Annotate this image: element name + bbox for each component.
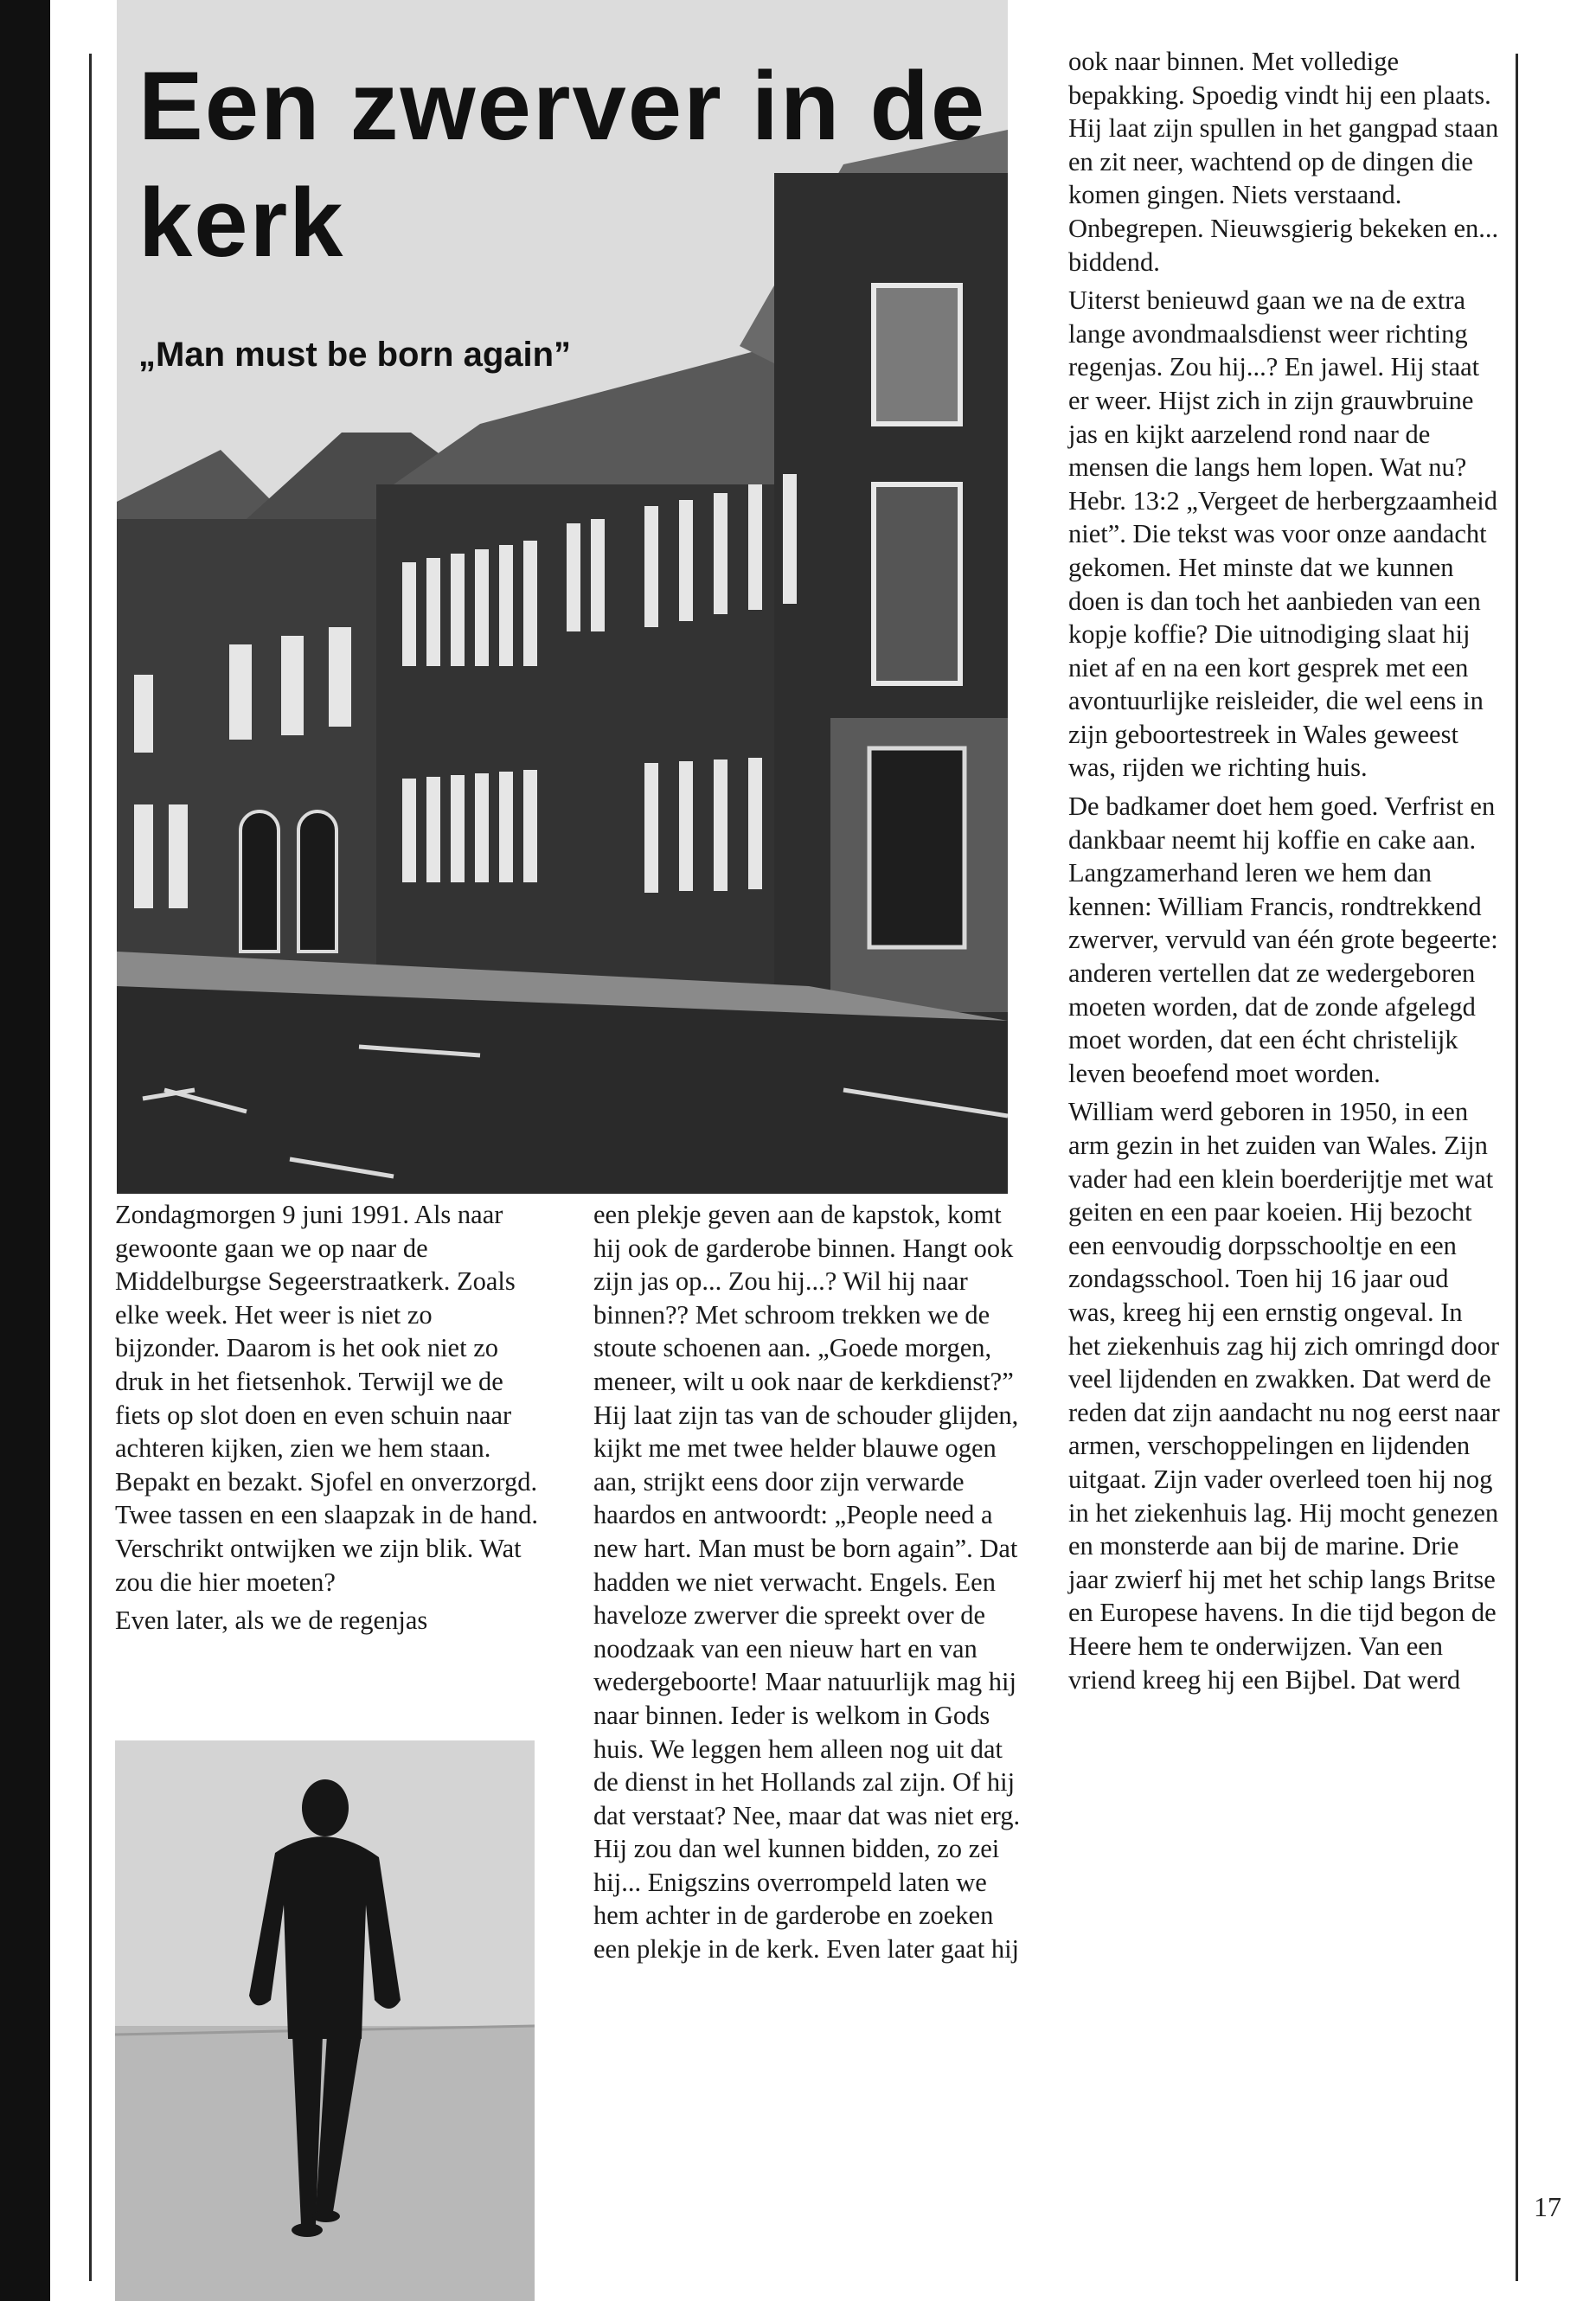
column-3: [1068, 45, 1501, 1696]
paragraph: William werd geboren in 1950, in een arm gezin in het zuiden van Wales. Zijn vader had een klein boerderijtje met wat geiten en een paar koeien. Hij bezocht een eenvoudig dorpsschooltje en een zondagsschool. Toen hij 16 jaar oud was, kreeg hij een ernstig ongeval. In het ziekenhuis zag hij zich omringd door veel lijdenden en zwakken. Dat werd de reden dat zijn aandacht nu nog eerst naar armen, verschoppelingen en lijdenden uitgaat. Zijn vader overleed toen hij nog in het ziekenhuis lag. Hij mocht genezen en monsterde aan bij de marine. Drie jaar zwierf hij met het schip langs Britse en Europese havens. In die tijd begon de Heere hem te onderwijzen. Van een vriend kreeg hij een Bijbel. Dat werd: [1068, 1097, 1500, 1695]
column-1: [115, 1198, 539, 1638]
scan-edge-bar: [0, 0, 50, 2301]
paragraph: ook naar binnen. Met volledige bepakking. Spoedig vindt hij een plaats. Hij laat zijn spullen in het gangpad staan en zit neer, wachtend op de dingen die komen gingen. Niets verstaand. Onbegrepen. Nieuwsgierig bekeken en... biddend.: [1068, 47, 1499, 277]
paragraph: Even later, als we de regenjas: [115, 1606, 428, 1636]
article-subtitle: „Man must be born again”: [138, 336, 572, 374]
paragraph: De badkamer doet hem goed. Verfrist en dankbaar neemt hij koffie en cake aan. Langzamerhand leren we hem dan kennen: William Francis, rondtrekkend zwerver, vervuld van één grote begeerte: anderen vertellen dat ze wedergeboren moeten worden, dat de zonde afgelegd moet worden, dat een écht christelijk leven beoefend moet worden.: [1068, 792, 1498, 1088]
page-number: 17: [1534, 2191, 1561, 2222]
hero-photo: [117, 0, 1008, 1194]
left-rule: [89, 54, 92, 2281]
paragraph: Zondagmorgen 9 juni 1991. Als naar gewoonte gaan we op naar de Middelburgse Segeerstraatkerk. Zoals elke week. Het weer is niet zo bijzonder. Daarom is het ook niet zo druk in het fietsenhok. Terwijl we de fiets op slot doen en even schuin naar achteren kijken, zien we hem staan. Bepakt en bezakt. Sjofel en onverzorgd. Twee tassen en een slaapzak in de hand. Verschrikt ontwijken we zijn blik. Wat zou die hier moeten?: [115, 1200, 539, 1597]
right-rule: [1516, 54, 1518, 2281]
walker-photo: [115, 1740, 535, 2301]
column-2: [593, 1198, 1024, 1966]
article-title: Een zwerver in de kerk: [138, 52, 987, 277]
paragraph: Uiterst benieuwd gaan we na de extra lange avondmaalsdienst weer richting regenjas. Zou hij...? En jawel. Hij staat er weer. Hijst zich in zijn grauwbruine jas en kijkt aarzelend rond naar de mensen die langs hem lopen. Wat nu? Hebr. 13:2 „Vergeet de herbergzaamheid niet”. Die tekst was voor onze aandacht gekomen. Het minste dat we kunnen doen is dan toch het aanbieden van een kopje koffie? Die uitnodiging slaat hij niet af en na een kort gesprek met een avontuurlijke reisleider, die wel eens in zijn geboortestreek in Wales geweest was, rijden we richting huis.: [1068, 285, 1497, 783]
paragraph: een plekje geven aan de kapstok, komt hij ook de garderobe binnen. Hangt ook zijn jas op... Zou hij...? Wil hij naar binnen?? Met schroom trekken we de stoute schoenen aan. „Goede morgen, meneer, wilt u ook naar de kerkdienst?” Hij laat zijn tas van de schouder glijden, kijkt me met twee helder blauwe ogen aan, strijkt eens door zijn verwarde haardos en antwoordt: „People need a new hart. Man must be born again”. Dat hadden we niet verwacht. Engels. Een haveloze zwerver die spreekt over de noodzaak van een nieuw hart en van wedergeboorte! Maar natuurlijk mag hij naar binnen. Ieder is welkom in Gods huis. We leggen hem alleen nog uit dat de dienst in het Hollands zal zijn. Of hij dat verstaat? Nee, maar dat was niet erg. Hij zou dan wel kunnen bidden, zo zei hij... Enigszins overrompeld laten we hem achter in de garderobe en zoeken een plekje in de kerk. Even later gaat hij: [593, 1200, 1021, 1965]
wanderer-silhouette: [115, 1740, 535, 2301]
